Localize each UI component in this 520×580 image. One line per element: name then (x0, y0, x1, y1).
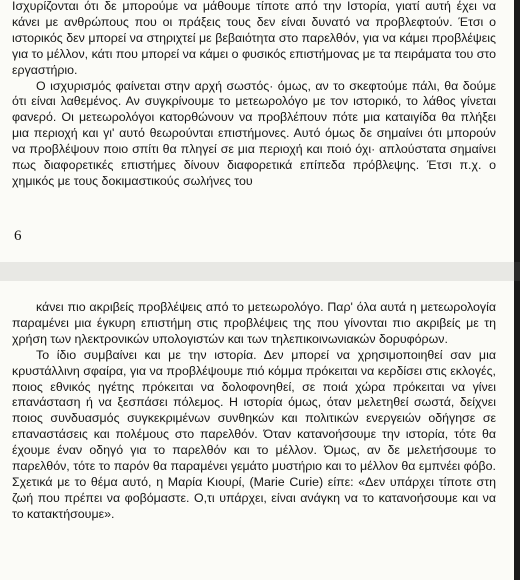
document-page-bottom (0, 281, 514, 580)
paragraph: Ο ισχυρισμός φαίνεται στην αρχή σωστός· όμως, αν το σκεφτούμε πάλι, θα δούμε ότι είναι λαθεμένος. Αν συγκρίνουμε το μετεωρολόγο με τον ιστορικό, το λάθος γίνεται φανερό. Οι μετεωρολόγοι κατορθώνουν να προβλέπουν πότε μια καταιγίδα θα πλήξει μια περιοχή και γι' αυτό θεωρούνται επιστήμονες. Αυτό όμως δε σημαίνει ότι μπορούν να προβλέψουν ποιο σπίτι θα πληγεί σε μια περιοχή και ποιό όχι· απλούστατα σημαίνει πως διαφορετικές επιστήμες δίνουν διαφορετικά επίπεδα πρόβλεψης. Έτσι π.χ. ο χημικός με τους δοκιμαστικούς σωλήνες του (12, 78, 496, 188)
page-shadow (514, 281, 520, 580)
document-page-top (0, 0, 514, 262)
paragraph: κάνει πιο ακριβείς προβλέψεις από το μετεωρολόγο. Παρ' όλα αυτά η μετεωρολογία παραμένει μια έγκυρη επιστήμη στις προβλέψεις της που γίνονται πιο ακριβείς με τη χρήση των ηλεκτρονικών υπολογιστών και των τηλεπικοινωνιακών δορυφόρων. (12, 300, 496, 346)
page-number: 6 (14, 228, 22, 244)
body-text (12, 300, 496, 523)
page-gap (0, 262, 514, 281)
paragraph: Ισχυρίζονται ότι δε μπορούμε να μάθουμε τίποτε από την Ιστορία, γιατί αυτή έχει να κάνει με ανθρώπους που οι πράξεις τους δεν είναι δυνατό να προβλεφτούν. Έτσι ο ιστορικός δεν μπορεί να στηριχτεί με βεβαιότητα στο παρελθόν, για να κάμει προβλέψεις για το μέλλον, κάτι που μπορεί να κάμει ο φυσικός επιστήμονας με τα πειράματα του στο εργαστήριο. (12, 0, 496, 77)
page-shadow (514, 0, 520, 262)
body-text (12, 0, 496, 190)
paragraph: Το ίδιο συμβαίνει και με την ιστορία. Δεν μπορεί να χρησιμοποιηθεί σαν μια κρυστάλλινη σφαίρα, για να προβλέψουμε πιό κόμμα πρόκειται να κερδίσει στις εκλογές, ποιος εθνικός ηγέτης πρόκειται να δολοφονηθεί, σε ποιά χώρα πρόκειται να γίνει επανάσταση ή να ξεσπάσει πόλεμος. Η ιστορία όμως, όταν μελετηθεί σωστά, δείχνει ποιος συνδυασμός συγκεκριμένων συνθηκών και πολιτικών ενεργειών οδήγησε σε επαναστάσεις και πολέμους στο παρελθόν. Όταν κατανοήσουμε την ιστορία, τότε θα έχουμε έναν οδηγό για το παρελθόν και το μέλλον. Όμως, αν δε μελετήσουμε το παρελθόν, τότε το παρόν θα παραμένει γεμάτο μυστήριο και το μέλλον θα εμπνέει φόβο. Σχετικά με το θέμα αυτό, η Μαρία Κιουρί, (Marie Curie) είπε: «Δεν υπάρχει τίποτε στη ζωή που πρέπει να φοβόμαστε. Ο,τι υπάρχει, είναι ανάγκη να το κατανοήσουμε και να το κατακτήσουμε». (12, 347, 496, 521)
